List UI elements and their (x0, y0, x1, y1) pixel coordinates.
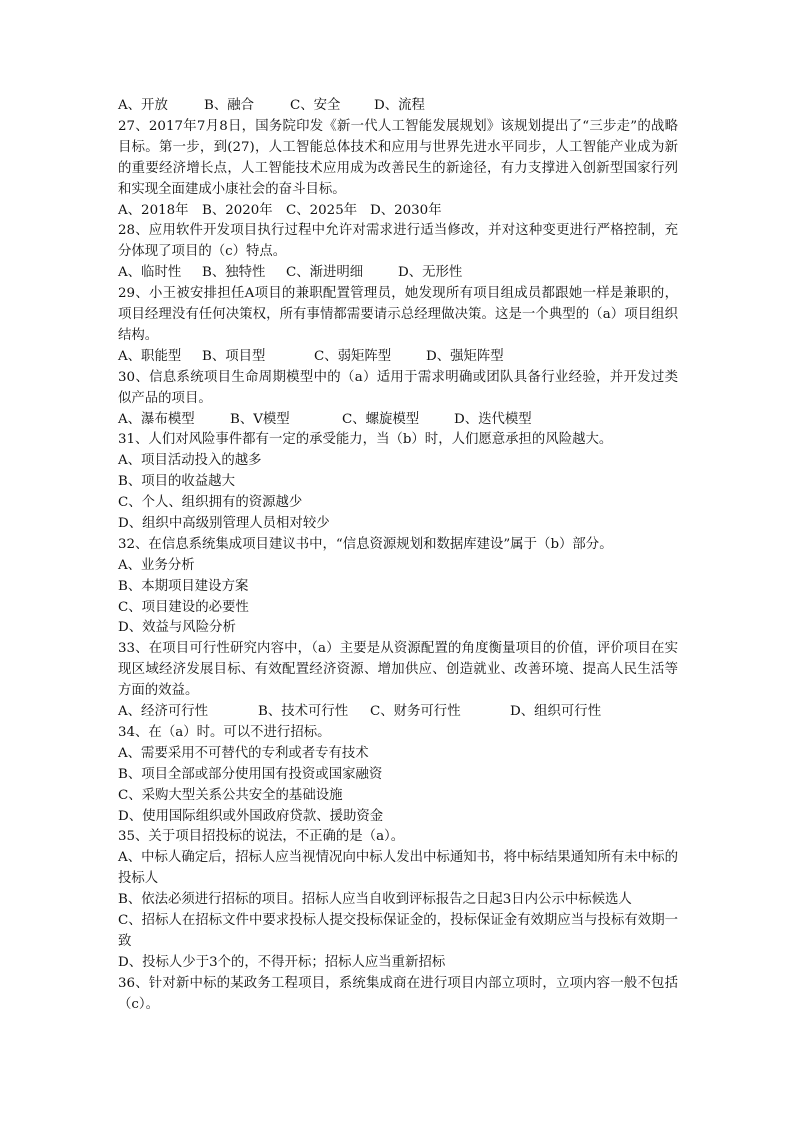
option-c: C、财务可行性 (370, 704, 461, 720)
option-a: A、经济可行性 (118, 704, 209, 720)
option-b: B、融合 (204, 98, 255, 113)
option-c: C、招标人在招标文件中要求投标人提交投标保证金的，投标保证金有效期应当与投标有效期一致 (118, 913, 678, 949)
option-c: C、采购大型关系公共安全的基础设施 (118, 787, 343, 803)
option-a: A、职能型 (118, 348, 182, 364)
option-a: A、业务分析 (118, 557, 195, 573)
option-b: B、依法必须进行招标的项目。招标人应当自收到评标报告之日起3日内公示中标候选人 (118, 892, 632, 908)
option-c: C、渐进明细 (286, 265, 364, 281)
option-a: A、项目活动投入的越多 (118, 453, 262, 469)
option-d: D、流程 (374, 98, 425, 113)
q32-stem: 32、在信息系统集成项目建议书中，“信息资源规划和数据库建设”属于（b）部分。 (118, 536, 613, 552)
option-a: A、中标人确定后，招标人应当视情况向中标人发出中标通知书，将中标结果通知所有未中标的投标人 (118, 850, 678, 887)
q33-stem: 33、在项目可行性研究内容中，（a）主要是从资源配置的角度衡量项目的价值，评价项目在实现区域经济发展目标、有效配置经济资源、增加供应、创造就业、改善环境、提高人民生活等方面的效益。 (118, 641, 678, 699)
option-c: C、弱矩阵型 (314, 348, 392, 364)
q33-options (118, 702, 678, 723)
option-a: A、需要采用不可替代的专利或者专有技术 (118, 745, 369, 761)
q28-stem: 28、应用软件开发项目执行过程中允许对需求进行适当修改，并对这种变更进行严格控制，充分体现了项目的（c）特点。 (118, 223, 678, 260)
option-c: C、2025年 (286, 202, 358, 218)
option-d: D、组织可行性 (510, 704, 602, 720)
option-d: D、强矩阵型 (426, 348, 504, 364)
option-b: B、项目全部或部分使用国有投资或国家融资 (118, 766, 383, 782)
option-b: B、独特性 (202, 265, 266, 281)
q27-stem: 27、2017年7月8日，国务院印发《新一代人工智能发展规划》该规划提出了“三步走”的战略目标。第一步，到(27)，人工智能总体技术和应用与世界先进水平同步，人工智能产业成为新的重要经济增长点，人工智能技术应用成为改善民生的新途径，有力支撑进入创新型国家行列和实现全面建成小康社会的奋斗目标。 (118, 118, 678, 197)
option-d: D、组织中高级别管理人员相对较少 (118, 515, 330, 531)
option-c: C、项目建设的必要性 (118, 599, 249, 615)
option-d: D、2030年 (370, 202, 442, 218)
option-d: D、迭代模型 (454, 411, 532, 427)
q30-stem: 30、信息系统项目生命周期模型中的（a）适用于需求明确或团队具备行业经验，并开发过类似产品的项目。 (118, 369, 678, 406)
option-a: A、开放 (118, 98, 168, 113)
q26-options (118, 96, 678, 117)
option-b: B、V模型 (230, 411, 290, 427)
option-b: B、项目的收益越大 (118, 474, 235, 490)
option-d: D、效益与风险分析 (118, 620, 236, 636)
option-d: D、使用国际组织或外国政府贷款、援助资金 (118, 808, 384, 824)
option-b: B、2020年 (202, 202, 273, 218)
q34-stem: 34、在（a）时。可以不进行招标。 (118, 724, 331, 740)
q28-options (118, 263, 678, 284)
option-a: A、2018年 (118, 202, 189, 218)
q29-stem: 29、小王被安排担任A项目的兼职配置管理员，她发现所有项目组成员都跟她一样是兼职的，项目经理没有任何决策权，所有事情都需要请示总经理做决策。这是一个典型的（a）项目组织结构。 (118, 286, 678, 343)
option-d: D、投标人少于3个的，不得开标；招标人应当重新招标 (118, 954, 446, 970)
q35-stem: 35、关于项目招投标的说法，不正确的是（a）。 (118, 829, 405, 845)
option-c: C、安全 (290, 98, 341, 113)
q31-stem: 31、人们对风险事件都有一定的承受能力，当（b）时，人们愿意承担的风险越大。 (118, 432, 613, 448)
option-a: A、瀑布模型 (118, 411, 195, 427)
q27-options (118, 201, 678, 222)
option-c: C、个人、组织拥有的资源越少 (118, 495, 303, 511)
option-d: D、无形性 (398, 265, 463, 281)
option-c: C、螺旋模型 (342, 411, 420, 427)
option-b: B、项目型 (202, 348, 266, 364)
option-a: A、临时性 (118, 265, 182, 281)
exam-page (118, 96, 678, 1016)
q30-options (118, 410, 678, 431)
option-b: B、本期项目建设方案 (118, 578, 249, 594)
q29-options (118, 347, 678, 368)
option-b: B、技术可行性 (258, 704, 349, 720)
q36-stem: 36、针对新中标的某政务工程项目，系统集成商在进行项目内部立项时，立项内容一般不包括（c）。 (118, 975, 678, 1012)
